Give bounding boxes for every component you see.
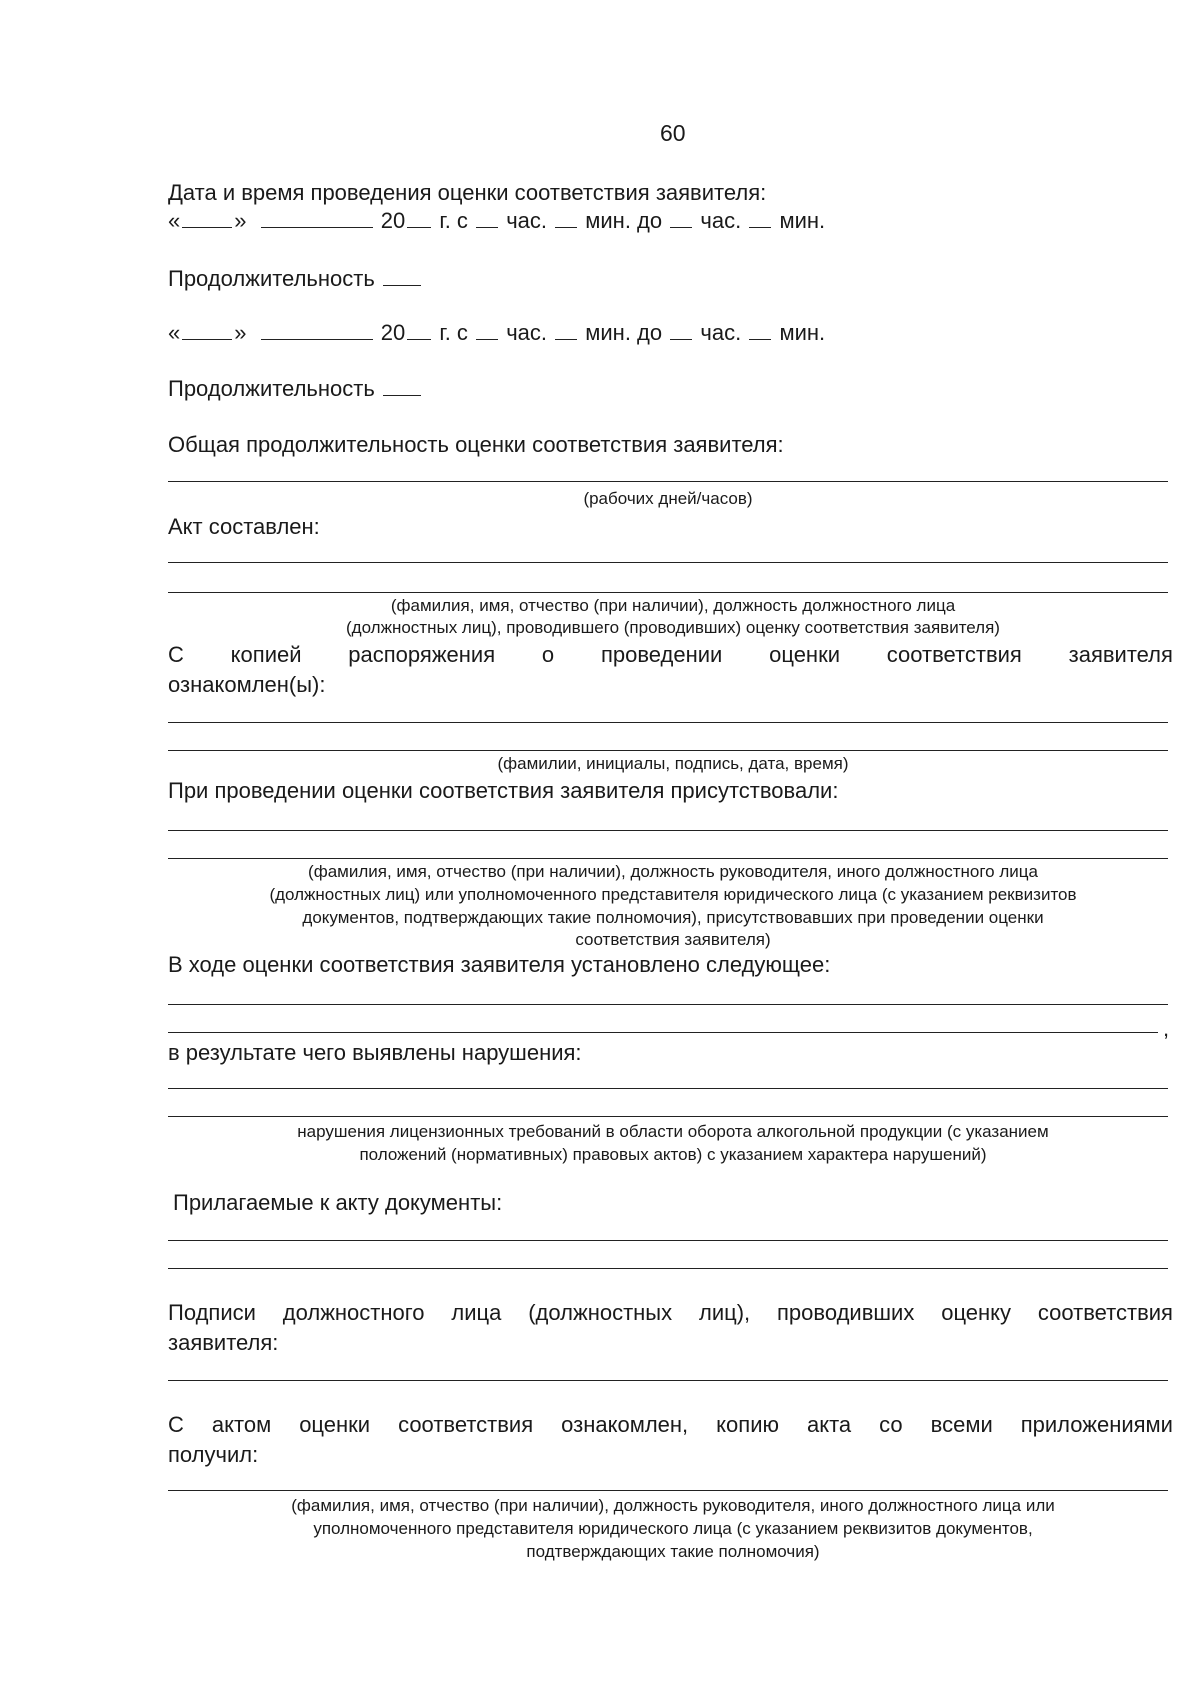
act-compiled-field-1[interactable]	[168, 562, 1168, 563]
act-compiled-caption-1: (фамилия, имя, отчество (при наличии), должность должностного лица	[390, 596, 956, 615]
word: проводивших	[777, 1300, 915, 1325]
findings-field-1[interactable]	[168, 1004, 1168, 1005]
hour-label-2: час.	[700, 208, 742, 233]
min-from-field[interactable]	[555, 209, 577, 228]
received-caption-1: (фамилия, имя, отчество (при наличии), должность руководителя, иного должностного лица или	[291, 1496, 1055, 1515]
present-field-1[interactable]	[168, 830, 1168, 831]
word: должностного	[282, 1300, 425, 1325]
present-caption-3: документов, подтверждающих такие полномочия), присутствовавших при проведении оценки	[302, 908, 1044, 927]
attachments-field-1[interactable]	[168, 1240, 1168, 1241]
signatures-line-1	[168, 1300, 1173, 1326]
min-to-label: мин. до	[585, 320, 663, 345]
present-field-2[interactable]	[168, 858, 1168, 859]
year-field[interactable]	[407, 209, 431, 228]
word: лица	[451, 1300, 502, 1325]
month-field[interactable]	[261, 209, 373, 228]
violations-caption-2: положений (нормативных) правовых актов) с указанием характера нарушений)	[359, 1145, 987, 1164]
attachments-field-2[interactable]	[168, 1268, 1168, 1269]
date-block-title: Дата и время проведения оценки соответствия заявителя:	[168, 180, 767, 205]
min-to-field[interactable]	[749, 321, 771, 340]
month-field[interactable]	[261, 321, 373, 340]
total-duration-field[interactable]	[168, 481, 1168, 482]
duration-label: Продолжительность	[168, 266, 375, 291]
findings-label: В ходе оценки соответствия заявителя установлено следующее:	[168, 952, 831, 977]
findings-field-2[interactable]	[168, 1032, 1158, 1033]
order-acquainted-caption: (фамилии, инициалы, подпись, дата, время)	[497, 754, 849, 773]
signatures-field[interactable]	[168, 1380, 1168, 1381]
min-label: мин.	[779, 208, 826, 233]
present-label: При проведении оценки соответствия заявителя присутствовали:	[168, 778, 839, 803]
violations-field-1[interactable]	[168, 1088, 1168, 1089]
order-acquainted-field-1[interactable]	[168, 722, 1168, 723]
from-label: г. с	[439, 208, 468, 233]
date-line-2	[168, 320, 825, 346]
word: актом	[211, 1412, 272, 1437]
duration-field[interactable]	[383, 377, 421, 396]
order-acquainted-line-1	[168, 642, 1173, 668]
word: со	[879, 1412, 903, 1437]
word: оценки	[299, 1412, 371, 1437]
total-duration-label: Общая продолжительность оценки соответствия заявителя:	[168, 432, 784, 457]
word: распоряжения	[348, 642, 496, 667]
word: С	[168, 642, 184, 667]
present-caption-4: соответствия заявителя)	[575, 930, 771, 949]
word: копию	[716, 1412, 779, 1437]
quote-close: »	[234, 208, 247, 233]
act-compiled-label: Акт составлен:	[168, 514, 320, 539]
order-acquainted-line-2: ознакомлен(ы):	[168, 672, 326, 697]
violations-label: в результате чего выявлены нарушения:	[168, 1040, 582, 1065]
quote-close: »	[234, 320, 247, 345]
min-from-field[interactable]	[555, 321, 577, 340]
hour-to-field[interactable]	[670, 321, 692, 340]
word: соответствия	[398, 1412, 534, 1437]
received-caption-2: уполномоченного представителя юридического лица (с указанием реквизитов документов,	[313, 1519, 1033, 1538]
word: (должностных	[528, 1300, 673, 1325]
year-prefix: 20	[380, 320, 406, 345]
from-label: г. с	[439, 320, 468, 345]
violations-field-2[interactable]	[168, 1116, 1168, 1117]
violations-caption-1: нарушения лицензионных требований в области оборота алкогольной продукции (с указанием	[297, 1122, 1049, 1141]
word: Подписи	[168, 1300, 256, 1325]
min-to-field[interactable]	[749, 209, 771, 228]
duration-1	[168, 266, 423, 292]
quote-open: «	[168, 208, 181, 233]
date-line-1	[168, 208, 825, 234]
word: лиц),	[698, 1300, 751, 1325]
word: заявителя	[1068, 642, 1173, 667]
duration-2	[168, 376, 423, 402]
word: о	[541, 642, 555, 667]
min-label: мин.	[779, 320, 826, 345]
received-caption-3: подтверждающих такие полномочия)	[526, 1542, 820, 1561]
word: С	[168, 1412, 184, 1437]
word: акта	[806, 1412, 852, 1437]
findings-comma: ,	[1163, 1016, 1170, 1041]
min-to-label: мин. до	[585, 208, 663, 233]
day-field[interactable]	[182, 321, 232, 340]
present-caption-1: (фамилия, имя, отчество (при наличии), должность руководителя, иного должностного лица	[308, 862, 1038, 881]
word: проведении	[600, 642, 723, 667]
word: соответствия	[886, 642, 1022, 667]
hour-label: час.	[506, 208, 547, 233]
year-field[interactable]	[407, 321, 431, 340]
word: ознакомлен,	[561, 1412, 689, 1437]
duration-field[interactable]	[383, 267, 421, 286]
hour-from-field[interactable]	[476, 209, 498, 228]
act-compiled-caption-2: (должностных лиц), проводившего (проводивших) оценку соответствия заявителя)	[346, 618, 1000, 637]
received-field[interactable]	[168, 1490, 1168, 1491]
act-compiled-field-2[interactable]	[168, 592, 1168, 593]
duration-label: Продолжительность	[168, 376, 375, 401]
word: приложениями	[1020, 1412, 1173, 1437]
word: оценку	[941, 1300, 1012, 1325]
word: копией	[230, 642, 302, 667]
page-number: 60	[660, 120, 686, 146]
hour-label: час.	[506, 320, 547, 345]
hour-from-field[interactable]	[476, 321, 498, 340]
word: всеми	[930, 1412, 993, 1437]
attachments-label: Прилагаемые к акту документы:	[173, 1190, 503, 1215]
received-line-1	[168, 1412, 1173, 1438]
hour-label-2: час.	[700, 320, 742, 345]
total-duration-caption: (рабочих дней/часов)	[583, 489, 753, 508]
year-prefix: 20	[380, 208, 406, 233]
hour-to-field[interactable]	[670, 209, 692, 228]
word: соответствия	[1037, 1300, 1173, 1325]
signatures-line-2: заявителя:	[168, 1330, 279, 1355]
received-line-2: получил:	[168, 1442, 259, 1467]
present-caption-2: (должностных лиц) или уполномоченного представителя юридического лица (с указанием реквизитов	[269, 885, 1077, 904]
word: оценки	[769, 642, 840, 667]
order-acquainted-field-2[interactable]	[168, 750, 1168, 751]
quote-open: «	[168, 320, 181, 345]
day-field[interactable]	[182, 209, 232, 228]
